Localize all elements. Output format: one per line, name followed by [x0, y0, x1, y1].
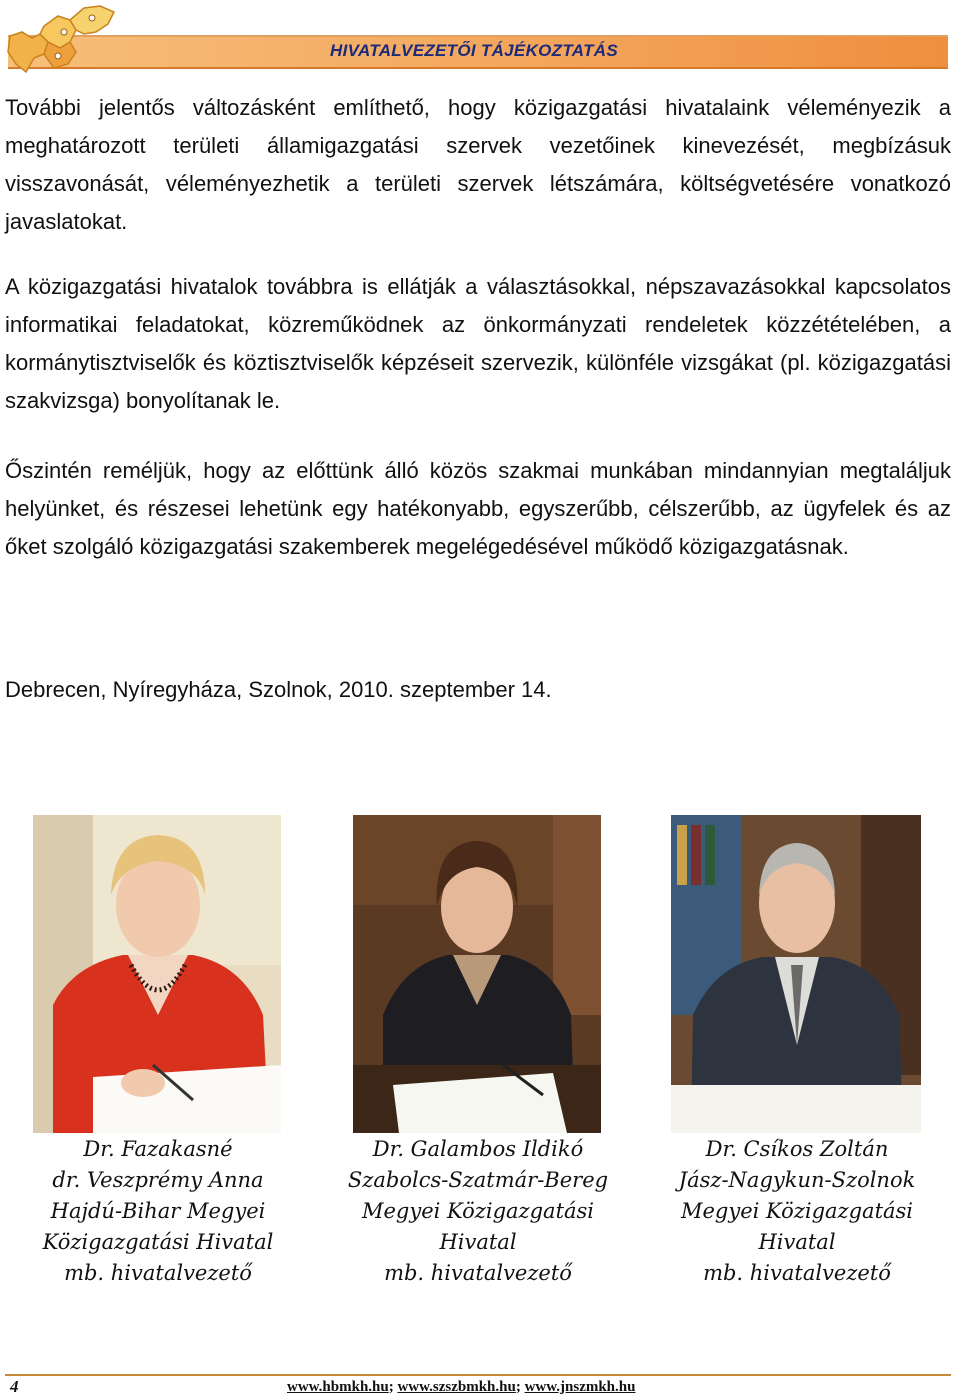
place-and-date: Debrecen, Nyíregyháza, Szolnok, 2010. szeptember 14. — [5, 677, 552, 702]
paragraph-closing: Őszintén reméljük, hogy az előttünk álló közös szakmai munkában mindannyian megtaláljuk helyünket, és részesei lehetünk egy hatékonyabb, egyszerűbb, célszerűbb, az ügyfelek és az őket szolgáló közigazgatási szakemberek megelégedésével működő közigazgatásnak. — [5, 458, 951, 559]
person-2-office: Szabolcs-Szatmár-Bereg — [347, 1168, 609, 1192]
footer-link-hbmkh[interactable]: www.hbmkh.hu — [287, 1379, 389, 1395]
person-2-office-2: Megyei Közigazgatási — [361, 1199, 595, 1223]
paragraph-tasks: A közigazgatási hivatalok továbbra is ellátják a választásokkal, népszavazásokkal kapcsolatos informatikai feladatokat, közreműködnek az önkormányzati rendeletek közzétételében, a kormánytisztviselők és köztisztviselők képzéseit szervezik, különféle vizsgákat (pl. közigazgatási szakvizsga) bonyolítanak le. — [5, 274, 951, 413]
portrait-photo-2 — [353, 815, 601, 1133]
footer-link-separator: ; — [515, 1379, 521, 1395]
footer-divider — [5, 1374, 951, 1376]
person-3-name: Dr. Csíkos Zoltán — [705, 1137, 889, 1161]
person-1-name-2: dr. Veszprémy Anna — [52, 1168, 264, 1192]
person-1-role: mb. hivatalvezető — [64, 1261, 252, 1285]
footer-link-jnszmkh[interactable]: www.jnszmkh.hu — [524, 1379, 636, 1395]
footer-link-szszbmkh[interactable]: www.szszbmkh.hu — [397, 1379, 516, 1395]
portrait-woman-red-jacket — [33, 815, 281, 1133]
regional-map-logo — [4, 2, 132, 80]
footer-links — [287, 1379, 635, 1396]
page-number: 4 — [10, 1377, 19, 1396]
person-3-office: Jász-Nagykun-Szolnok — [678, 1168, 916, 1192]
person-1-name: Dr. Fazakasné — [83, 1137, 233, 1161]
caption-person-3 — [647, 1134, 947, 1289]
person-2-role: mb. hivatalvezető — [384, 1261, 572, 1285]
portrait-woman-dark-suit — [353, 815, 601, 1133]
person-1-office: Hajdú-Bihar Megyei — [50, 1199, 266, 1223]
footer-link-separator: ; — [388, 1379, 394, 1395]
person-1-office-2: Közigazgatási Hivatal — [42, 1230, 274, 1254]
caption-person-1 — [8, 1134, 308, 1289]
caption-person-2 — [328, 1134, 628, 1289]
page-header — [0, 0, 960, 80]
person-3-office-3: Hivatal — [758, 1230, 836, 1254]
person-3-role: mb. hivatalvezető — [703, 1261, 891, 1285]
portrait-photo-3 — [671, 815, 921, 1133]
person-3-office-2: Megyei Közigazgatási — [680, 1199, 914, 1223]
portrait-photo-1 — [33, 815, 281, 1133]
header-title: HIVATALVEZETŐI TÁJÉKOZTATÁS — [330, 41, 618, 60]
paragraph-changes: További jelentős változásként említhető, hogy közigazgatási hivatalaink véleményezik a meghatározott területi államigazgatási szervek vezetőinek kinevezését, megbízásuk visszavonását, véleményezhetik a területi szervek létszámára, költségvetésére vonatkozó javaslatokat. — [5, 95, 951, 234]
person-2-office-3: Hivatal — [439, 1230, 517, 1254]
portrait-man-grey-suit — [671, 815, 921, 1133]
person-2-name: Dr. Galambos Ildikó — [372, 1137, 584, 1161]
